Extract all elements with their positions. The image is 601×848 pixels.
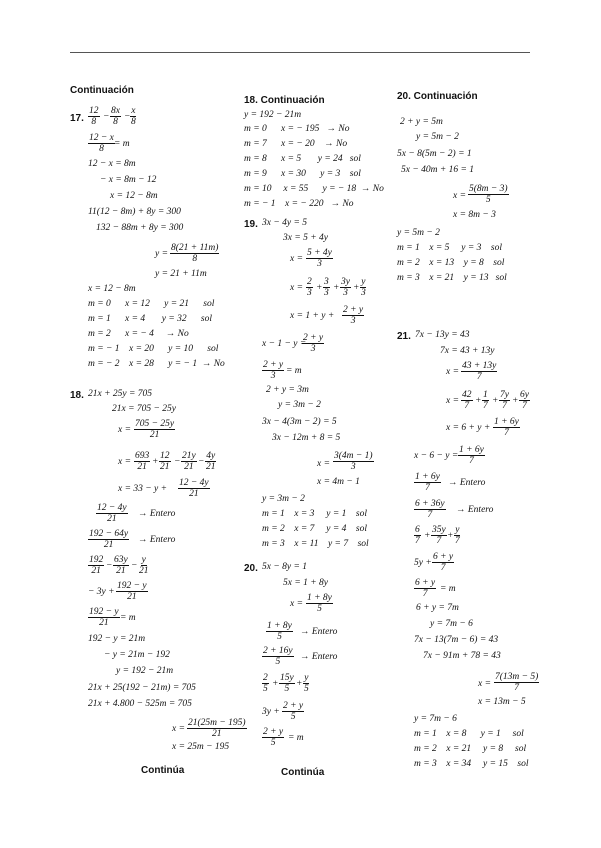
equation-line: x − 6 − y = [414,451,459,461]
solution-row: m = 1 x = 3 y = 1 sol [262,509,367,519]
fraction: $\frac{15y}{5}$ [280,673,294,694]
equation-line: 5x − 40m + 16 = 1 [401,165,475,175]
equation-line: x = [446,367,460,377]
fraction: $\frac{7(13m - 5)}{7}$ [495,672,539,693]
equation-line: x = 8m − 3 [453,210,496,220]
equation-line: 5y + [414,558,432,568]
fraction: $\frac{5(8m - 3)}{5}$ [469,184,508,205]
problem-20-number: 20. [244,563,258,574]
operator: + [316,283,323,293]
equation-line: 21x + 4.800 − 525m = 705 [88,699,192,709]
equation-line: 7x = 43 + 13y [440,346,495,356]
fraction: $\frac{1 + 6y}{7}$ [459,445,484,466]
operator: − [124,112,131,122]
continua-label: Continúa [141,765,185,776]
problem-21-number: 21. [397,331,411,342]
equation-line: x = [478,679,492,689]
solution-row: m = − 1 x = 20 y = 10 sol [88,344,219,354]
fraction: $\frac{2 + y}{5}$ [263,727,284,748]
solution-row: m = 7 x = − 20 → No [244,139,348,149]
equation-line: x = [290,599,304,609]
fraction: $\frac{192}{21}$ [89,555,104,576]
operator: + [424,531,431,541]
fraction: $\frac{6 + y}{7}$ [433,552,454,573]
operator: + [447,531,454,541]
equation-line: y = 3m − 2 [278,400,321,410]
continua-label: Continúa [281,767,325,778]
solution-row: m = − 2 x = 28 y = − 1 → No [88,359,225,369]
operator: + [333,283,340,293]
solution-row: m = 2 x = 21 y = 8 sol [414,744,527,754]
problem-18-number: 18. [70,390,84,401]
equation-line: 132 − 88m + 8y = 300 [96,223,184,233]
equation-line: x = 1 + y + [290,311,335,321]
fraction: $\frac{5 + 4y}{3}$ [307,248,332,269]
equation-line: → Entero [138,535,176,545]
fraction: $\frac{192 - y}{21}$ [117,581,147,602]
fraction: $\frac{2 + y}{5}$ [283,701,304,722]
fraction: $\frac{1 + 6y}{7}$ [494,417,519,438]
solution-row: m = 3 x = 11 y = 7 sol [262,539,369,549]
fraction: $\frac{1 + 8y}{5}$ [267,621,292,642]
equation-line: 3x − 4y = 5 [262,218,308,228]
equation-line: x = 33 − y + [118,484,168,494]
equation-line: x = [172,724,186,734]
equation-line: y = 3m − 2 [262,494,305,504]
equation-line: = m [288,733,304,743]
equation-line: = m [114,139,130,149]
fraction: $\frac{1 + 6y}{7}$ [415,472,440,493]
equation-line: y = 5m − 2 [416,132,459,142]
fraction: $\frac{42}{7}$ [462,390,472,411]
equation-line: 192 − y = 21m [88,634,146,644]
fraction: $\frac{2 + y}{3}$ [303,333,324,354]
equation-line: x = 12 − 8m [110,191,158,201]
solution-row: m = 0 x = 12 y = 21 sol [88,299,215,309]
fraction: $\frac{2 + y}{3}$ [263,360,284,381]
operator: − [103,112,110,122]
solution-row: m = 0 x = − 195 → No [244,124,350,134]
equation-line: 21x + 25(192 − 21m) = 705 [88,683,196,693]
operator: + [152,457,159,467]
equation-line: 5x − 8(5m − 2) = 1 [397,149,472,159]
fraction: $\frac{8(21 + 11m)}{8}$ [171,243,219,264]
equation-line: − 3y + [88,587,115,597]
fraction: $\frac{43 + 13y}{7}$ [462,361,497,382]
equation-line: x = [446,396,460,406]
fraction: $\frac{4y}{21}$ [206,451,216,472]
equation-line: x = 12 − 8m [88,284,136,294]
fraction: $\frac{6}{7}$ [415,525,420,546]
operator: − [106,561,113,571]
equation-line: y = 192 − 21m [244,110,302,120]
equation-line: → Entero [138,509,176,519]
operator: + [475,396,482,406]
equation-line: 3y + [262,707,280,717]
solution-row: m = 2 x = 7 y = 4 sol [262,524,367,534]
fraction: $\frac{y}{3}$ [361,277,366,298]
fraction: $\frac{192 - y}{21}$ [89,607,119,628]
equation-line: x = [453,191,467,201]
equation-line: 3x − 12m + 8 = 5 [272,433,341,443]
fraction: $\frac{8x}{8}$ [111,106,120,127]
fraction: $\frac{6 + 36y}{7}$ [415,499,445,520]
equation-line: → Entero [300,652,338,662]
operator: − [131,561,138,571]
operator: + [296,679,303,689]
solution-row: m = 1 x = 5 y = 3 sol [397,243,502,253]
fraction: $\frac{6y}{7}$ [520,390,529,411]
fraction: $\frac{x}{8}$ [131,106,136,127]
operator: + [512,396,519,406]
equation-line: 2 + y = 5m [400,117,443,127]
fraction: $\frac{2 + 16y}{5}$ [263,646,293,667]
fraction: $\frac{3}{3}$ [324,277,329,298]
equation-line: 11(12 − 8m) + 8y = 300 [88,207,181,217]
problem-19-number: 19. [244,219,258,230]
equation-line: 7x − 13(7m − 6) = 43 [414,635,499,645]
solution-row: m = 3 x = 34 y = 15 sol [414,759,529,769]
equation-line: y = 21 + 11m [155,269,207,279]
equation-line: 21x = 705 − 25y [112,404,177,414]
equation-line: 5x = 1 + 8y [283,578,329,588]
equation-line: 5x − 8y = 1 [262,562,308,572]
operator: + [272,679,279,689]
fraction: $\frac{705 - 25y}{21}$ [135,419,175,440]
fraction: $\frac{1 + 8y}{5}$ [307,593,332,614]
fraction: $\frac{12 - 4y}{21}$ [179,478,209,499]
fraction: $\frac{y}{5}$ [304,673,309,694]
solution-row: m = 8 x = 5 y = 24 sol [244,154,361,164]
equation-line: x = [317,459,331,469]
fraction: $\frac{21(25m - 195)}{21}$ [188,718,246,739]
solution-row: m = 9 x = 30 y = 3 sol [244,169,361,179]
equation-line: 7x − 13y = 43 [415,330,470,340]
fraction: $\frac{35y}{7}$ [432,525,446,546]
equation-line: 6 + y = 7m [416,603,459,613]
solution-row: m = 1 x = 4 y = 32 sol [88,314,212,324]
equation-line: → Entero [300,627,338,637]
equation-line: − y = 21m − 192 [104,650,170,660]
equation-line: = m [286,366,302,376]
equation-line: x = 25m − 195 [172,742,230,752]
equation-line: x = [118,425,132,435]
equation-line: → Entero [456,505,494,515]
solution-row: m = 2 x = − 4 → No [88,329,189,339]
equation-line: 21x + 25y = 705 [88,389,153,399]
fraction: $\frac{y}{21}$ [139,555,149,576]
fraction: $\frac{y}{7}$ [455,525,460,546]
operator: + [492,396,499,406]
equation-line: 3x = 5 + 4y [283,233,329,243]
equation-line: = m [120,613,136,623]
col1-title: Continuación [70,85,134,96]
operator: − [198,457,205,467]
fraction: $\frac{3y}{3}$ [341,277,350,298]
fraction: $\frac{63y}{21}$ [114,555,128,576]
operator: − [174,457,181,467]
equation-line: y = [155,249,169,259]
fraction: $\frac{2 + y}{3}$ [343,305,364,326]
equation-line: x − 1 − y = [262,339,307,349]
fraction: $\frac{6 + y}{7}$ [415,578,436,599]
equation-line: x = [290,283,304,293]
fraction: $\frac{21y}{21}$ [182,451,196,472]
fraction: $\frac{3(4m - 1)}{3}$ [334,451,373,472]
equation-line: = m [440,584,456,594]
equation-line: y = 5m − 2 [397,228,440,238]
solution-row: m = 2 x = 13 y = 8 sol [397,258,505,268]
col2-title: 18. Continuación [244,95,325,106]
fraction: $\frac{7y}{7}$ [500,390,509,411]
fraction: $\frac{12}{21}$ [160,451,170,472]
solution-row: m = − 1 x = − 220 → No [244,199,354,209]
solution-row: m = 1 x = 8 y = 1 sol [414,729,524,739]
fraction: $\frac{192 - 64y}{21}$ [89,529,129,550]
fraction: $\frac{2}{3}$ [307,277,312,298]
problem-17-number: 17. [70,113,84,124]
equation-line: y = 192 − 21m [116,666,174,676]
equation-line: x = [118,457,132,467]
top-rule [70,52,530,53]
fraction: $\frac{12}{8}$ [89,106,99,127]
equation-line: 2 + y = 3m [266,385,309,395]
equation-line: → Entero [448,478,486,488]
equation-line: y = 7m − 6 [430,619,473,629]
equation-line: x = 13m − 5 [478,697,526,707]
fraction: $\frac{693}{21}$ [135,451,150,472]
equation-line: 3x − 4(3m − 2) = 5 [262,417,337,427]
equation-line: y = 7m − 6 [414,714,457,724]
equation-line: x = 6 + y + [446,423,491,433]
solution-row: m = 10 x = 55 y = − 18 → No [244,184,384,194]
equation-line: − x = 8m − 12 [100,175,157,185]
fraction: $\frac{12 - 4y}{21}$ [97,503,127,524]
col3-title: 20. Continuación [397,91,478,102]
equation-line: 12 − x = 8m [88,159,136,169]
equation-line: 7x − 91m + 78 = 43 [423,651,501,661]
fraction: $\frac{12 - x}{8}$ [89,133,114,154]
operator: + [353,283,360,293]
fraction: $\frac{2}{5}$ [263,673,268,694]
equation-line: x = [290,254,304,264]
fraction: $\frac{1}{7}$ [483,390,488,411]
equation-line: x = 4m − 1 [317,477,360,487]
solution-row: m = 3 x = 21 y = 13 sol [397,273,507,283]
